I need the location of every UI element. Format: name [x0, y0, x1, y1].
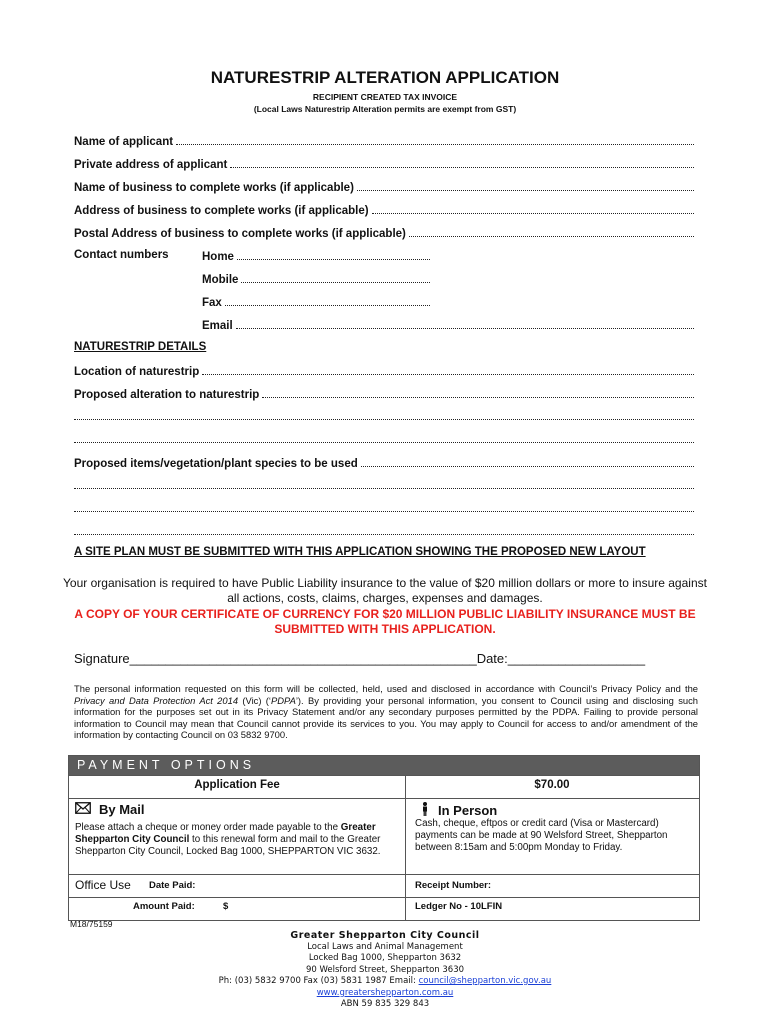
- site-plan-notice: A SITE PLAN MUST BE SUBMITTED WITH THIS APPLICATION SHOWING THE PROPOSED NEW LAYOUT: [74, 546, 646, 558]
- alteration-line-3[interactable]: [74, 442, 694, 443]
- by-mail-heading: By Mail: [75, 802, 145, 817]
- amount-paid-label: Amount Paid:: [133, 901, 195, 912]
- postal-address-field[interactable]: [74, 226, 694, 240]
- insurance-warning: A COPY OF YOUR CERTIFICATE OF CURRENCY FOR $20 MILLION PUBLIC LIABILITY INSURANCE MUST BE SUBMITTED WITH THIS APPLICATION.: [74, 607, 696, 636]
- mail-instructions: Please attach a cheque or money order made payable to the Greater Shepparton City Council to this renewal form and mail to the Greater Shepparton City Council, Locked Bag 1000, SHEPPARTON VIC 3632.: [75, 822, 381, 857]
- council-name: Greater Shepparton City Council: [290, 930, 480, 941]
- species-label: Proposed items/vegetation/plant species to be used: [74, 458, 358, 470]
- in-person-instructions: Cash, cheque, eftpos or credit card (Visa or Mastercard) payments can be made at 90 Welsford Street, Shepparton between 8:15am and 5:00pm Monday to Friday.: [415, 818, 668, 853]
- form-title: NATURESTRIP ALTERATION APPLICATION: [210, 68, 560, 87]
- form-subtitle: RECIPIENT CREATED TAX INVOICE: [312, 92, 458, 102]
- currency-symbol: $: [223, 901, 229, 912]
- species-line-4[interactable]: [74, 534, 694, 535]
- home-phone-field[interactable]: [202, 249, 430, 263]
- council-street-address: 90 Welsford Street, Shepparton 3630: [305, 964, 465, 975]
- receipt-number-label: Receipt Number:: [415, 880, 492, 891]
- alteration-label: Proposed alteration to naturestrip: [74, 389, 260, 401]
- alteration-line-2[interactable]: [74, 419, 694, 420]
- application-fee-amount: $70.00: [534, 779, 570, 791]
- payment-options-heading: PAYMENT OPTIONS: [69, 756, 699, 775]
- gst-note: (Local Laws Naturestrip Alteration permits are exempt from GST): [253, 104, 517, 114]
- council-website-link[interactable]: www.greatershepparton.com.au: [316, 987, 454, 998]
- council-footer: [0, 930, 770, 1011]
- business-address-field[interactable]: [74, 203, 694, 217]
- insurance-requirement: Your organisation is required to have Public Liability insurance to the value of $20 million dollars or more to insure against all actions, costs, claims, charges, expenses and damages.: [63, 576, 707, 605]
- species-field[interactable]: [74, 456, 694, 470]
- contact-numbers-label: Contact numbers: [74, 249, 169, 261]
- private-address-label: Private address of applicant: [74, 159, 228, 171]
- ledger-number: Ledger No - 10LFIN: [415, 901, 503, 912]
- species-line-3[interactable]: [74, 511, 694, 512]
- mobile-phone-field[interactable]: [202, 272, 430, 286]
- council-department: Local Laws and Animal Management: [307, 941, 463, 952]
- fax-field[interactable]: [202, 295, 430, 309]
- business-name-label: Name of business to complete works (if applicable): [74, 182, 354, 194]
- council-contact-line: Ph: (03) 5832 9700 Fax (03) 5831 1987 Email: council@shepparton.vic.gov.au: [218, 976, 552, 986]
- application-fee-label: Application Fee: [194, 779, 280, 791]
- alteration-field[interactable]: [74, 387, 694, 401]
- location-label: Location of naturestrip: [74, 366, 200, 378]
- council-abn: ABN 59 835 329 843: [340, 999, 430, 1009]
- person-icon: [421, 802, 429, 819]
- document-reference: M18/75159: [70, 919, 113, 929]
- payment-options-box: [68, 755, 700, 921]
- business-name-field[interactable]: [74, 180, 694, 194]
- council-postal-address: Locked Bag 1000, Shepparton 3632: [308, 953, 462, 963]
- envelope-icon: [75, 802, 91, 817]
- species-line-2[interactable]: [74, 488, 694, 489]
- business-address-label: Address of business to complete works (if applicable): [74, 205, 369, 217]
- postal-address-label: Postal Address of business to complete works (if applicable): [74, 228, 406, 240]
- mobile-label: Mobile: [202, 274, 239, 286]
- email-label: Email: [202, 320, 233, 332]
- council-email-link[interactable]: council@shepparton.vic.gov.au: [418, 976, 552, 986]
- email-field[interactable]: [202, 318, 694, 332]
- naturestrip-section-title: NATURESTRIP DETAILS: [74, 341, 207, 353]
- applicant-name-label: Name of applicant: [74, 136, 174, 148]
- home-label: Home: [202, 251, 234, 263]
- privacy-statement: The personal information requested on this form will be collected, held, used and disclosed in accordance with Council’s Privacy Policy and the Privacy and Data Protection Act 2014 (Vic) (‘PDPA’). By providing your personal information, you consent to Council using and disclosing such information for the purposes set out in its Privacy Statement and/or any secondary purposes permitted by the PDPA. Failing to provide personal information to Council may mean that Council cannot provide its services to you. You may apply to Council for access to and/or amendment of the information by contacting Council on 03 5832 9700.: [74, 683, 699, 740]
- applicant-name-field[interactable]: [74, 134, 694, 148]
- in-person-heading: In Person: [421, 802, 497, 819]
- office-use-label: Office Use: [75, 878, 131, 892]
- signature-date-line[interactable]: Signature________________________________________________Date:___________________: [74, 651, 646, 666]
- private-address-field[interactable]: [74, 157, 694, 171]
- location-field[interactable]: [74, 364, 694, 378]
- date-paid-label: Date Paid:: [149, 880, 196, 891]
- fax-label: Fax: [202, 297, 222, 309]
